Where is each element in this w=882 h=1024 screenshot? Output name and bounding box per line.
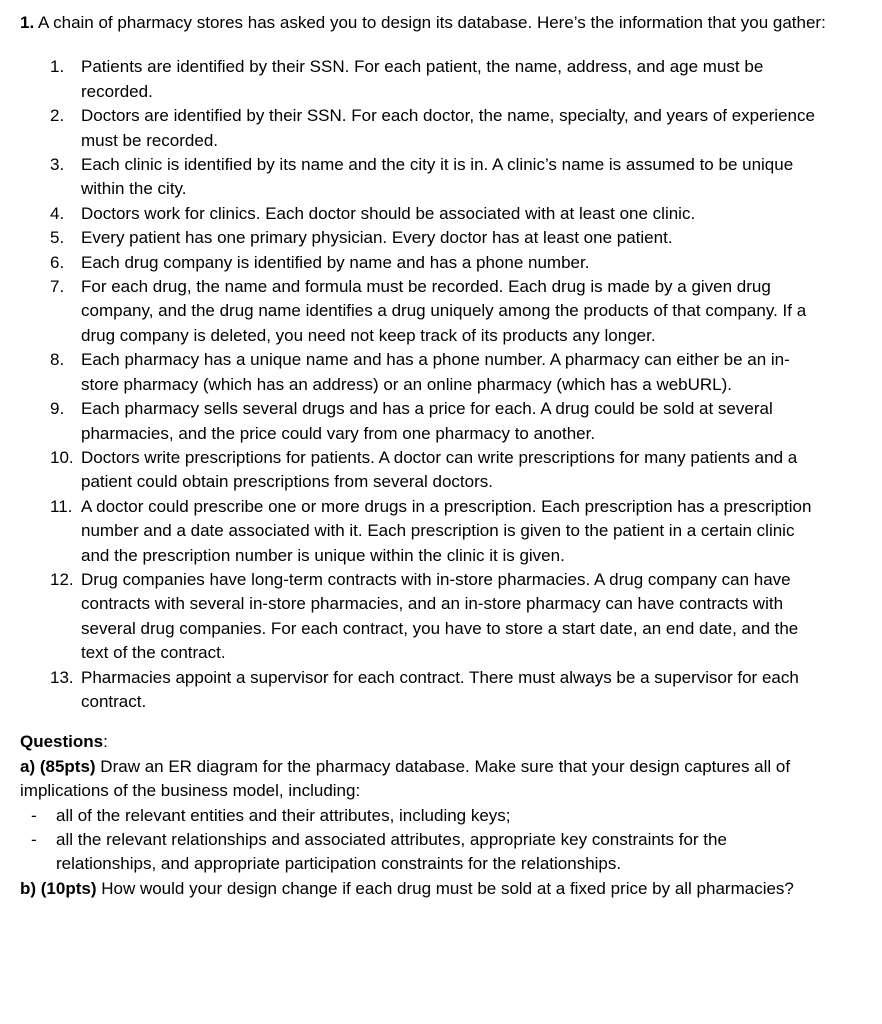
list-item-number: 3.: [50, 155, 65, 175]
problem-intro-text: A chain of pharmacy stores has asked you to design its database. Here’s the information that you gather:: [37, 13, 826, 32]
list-item-text: Each pharmacy sells several drugs and has a price for each. A drug could be sold at several pharmacies, and the price could vary from one pharmacy to another.: [81, 399, 773, 443]
question-b-label: b) (10pts): [20, 878, 97, 898]
list-item-number: 6.: [50, 252, 65, 272]
question-b: [20, 877, 868, 901]
list-item-text: A doctor could prescribe one or more drugs in a prescription. Each prescription has a prescription number and a date associated with it. Each prescription is given to the patient in a certain clinic and the prescription number is unique within the clinic it is given.: [81, 496, 812, 565]
list-item: [20, 397, 868, 446]
list-item-text: Patients are identified by their SSN. For each patient, the name, address, and age must be recorded.: [81, 57, 764, 101]
list-item-number: 13.: [50, 667, 74, 687]
bullet-text: all of the relevant entities and their attributes, including keys;: [56, 805, 511, 825]
list-item: [20, 104, 868, 153]
questions-heading-colon: :: [103, 732, 108, 752]
list-item-number: 4.: [50, 203, 65, 223]
bullet-item: [20, 828, 868, 877]
questions-heading: [20, 730, 868, 754]
bullet-item: [20, 804, 868, 828]
list-item-text: Each drug company is identified by name and has a phone number.: [81, 252, 590, 272]
list-item-number: 8.: [50, 350, 65, 370]
list-item-text: For each drug, the name and formula must be recorded. Each drug is made by a given drug company, and the drug name identifies a drug uniquely among the products of that company. If a drug company is deleted, you need not keep track of its products any longer.: [81, 277, 807, 345]
requirements-list: [20, 55, 868, 714]
question-b-text: How would your design change if each drug must be sold at a fixed price by all pharmacies?: [96, 878, 794, 898]
list-item-number: 5.: [50, 228, 65, 248]
list-item-number: 11.: [50, 496, 73, 516]
list-item-text: Pharmacies appoint a supervisor for each contract. There must always be a supervisor for each contract.: [81, 667, 799, 711]
list-item-number: 7.: [50, 277, 65, 297]
list-item: [20, 446, 868, 495]
list-item-number: 12.: [50, 569, 74, 589]
questions-heading-text: Questions: [20, 732, 104, 752]
list-item-text: Each pharmacy has a unique name and has a phone number. A pharmacy can either be an in-store pharmacy (which has an address) or an online pharmacy (which has a webURL).: [81, 350, 790, 394]
question-a-bullets: [20, 804, 868, 877]
list-item: [20, 666, 868, 715]
list-item: [20, 226, 868, 250]
list-item-text: Each clinic is identified by its name and the city it is in. A clinic’s name is assumed to be unique within the city.: [81, 155, 794, 199]
list-item: [20, 55, 868, 104]
list-item-number: 10.: [50, 447, 74, 467]
question-a-text: Draw an ER diagram for the pharmacy database. Make sure that your design captures all of implications of the business model, including:: [20, 756, 791, 801]
list-item: [20, 251, 868, 275]
list-item-number: 9.: [50, 399, 65, 419]
list-item: [20, 568, 868, 666]
list-item: [20, 202, 868, 226]
question-a: [20, 755, 868, 804]
bullet-dash: -: [31, 805, 37, 825]
list-item-text: Doctors write prescriptions for patients. A doctor can write prescriptions for many patients and a patient could obtain prescriptions from several doctors.: [81, 447, 798, 492]
list-item-number: 1.: [50, 57, 65, 77]
list-item-text: Drug companies have long-term contracts with in-store pharmacies. A drug company can have contracts with several in-store pharmacies, and an in-store pharmacy can have contracts with several drug companies. For each contract, you have to store a start date, an end date, and the text of the contract.: [81, 569, 799, 663]
list-item: [20, 275, 868, 348]
list-item-text: Doctors work for clinics. Each doctor should be associated with at least one clinic.: [81, 203, 696, 223]
list-item-text: Every patient has one primary physician. Every doctor has at least one patient.: [81, 228, 673, 248]
bullet-dash: -: [31, 830, 37, 849]
problem-intro: [20, 11, 868, 35]
list-item-text: Doctors are identified by their SSN. For each doctor, the name, specialty, and years of experience must be recorded.: [81, 106, 815, 150]
list-item: [20, 153, 868, 202]
list-item: [20, 495, 868, 568]
problem-number: 1.: [20, 13, 35, 32]
list-item: [20, 348, 868, 397]
bullet-text: all the relevant relationships and associated attributes, appropriate key constraints for the relationships, and appropriate participation constraints for the relationships.: [56, 830, 727, 874]
question-a-label: a) (85pts): [20, 756, 96, 776]
list-item-number: 2.: [50, 106, 65, 126]
